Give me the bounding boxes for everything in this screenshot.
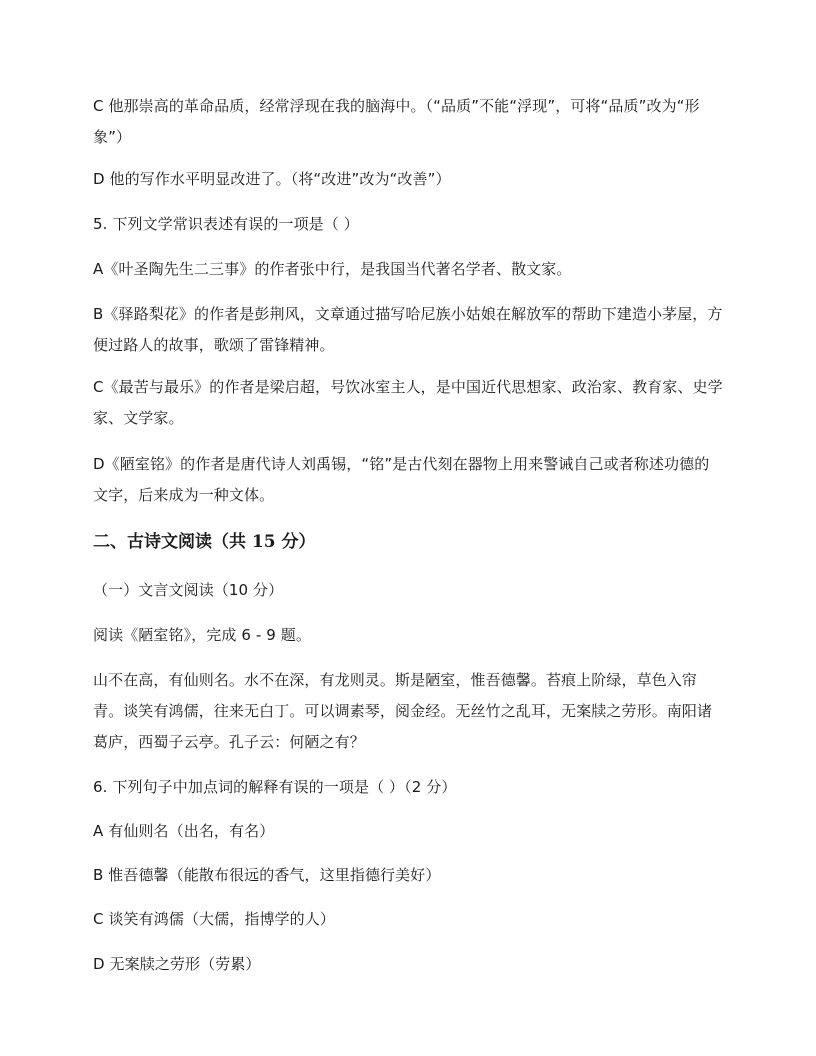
question-6-stem: 6. 下列句子中加点词的解释有误的一项是（ ）（2 分） <box>93 778 457 796</box>
classical-passage: 山不在高，有仙则名。水不在深，有龙则灵。斯是陋室，惟吾德馨。苔痕上阶绿，草色入帘青。谈笑有鸿儒，往来无白丁。可以调素琴，阅金经。无丝竹之乱耳，无案牍之劳形。南阳诸葛庐，西蜀子云亭。孔子云：何陋之有？ <box>93 671 713 751</box>
question-5-stem: 5. 下列文学常识表述有误的一项是（ ） <box>93 215 359 233</box>
question-6-option-c: C 谈笑有鸿儒（大儒，指博学的人） <box>93 910 335 928</box>
question-5-option-c: C《最苦与最乐》的作者是梁启超，号饮冰室主人，是中国近代思想家、政治家、教育家、史学家、文学家。 <box>93 378 723 427</box>
question-5-option-b: B《驿路梨花》的作者是彭荆风，文章通过描写哈尼族小姑娘在解放军的帮助下建造小茅屋，方便过路人的故事，歌颂了雷锋精神。 <box>93 305 723 354</box>
question-6-option-d: D 无案牍之劳形（劳累） <box>93 955 261 973</box>
subsection-heading: （一）文言文阅读（10 分） <box>93 581 284 599</box>
question-5-option-d: D《陋室铭》的作者是唐代诗人刘禹锡，“铭”是古代刻在器物上用来警诫自己或者称述功德的文字，后来成为一种文体。 <box>93 455 710 504</box>
option-c-paragraph: C 他那崇高的革命品质，经常浮现在我的脑海中。（“品质”不能“浮现”，可将“品质”改为“形象”） <box>93 97 700 146</box>
question-6-option-a: A 有仙则名（出名，有名） <box>93 822 275 840</box>
question-5-option-a: A《叶圣陶先生二三事》的作者张中行，是我国当代著名学者、散文家。 <box>93 260 572 278</box>
reading-instruction: 阅读《陋室铭》，完成 6 - 9 题。 <box>93 626 311 644</box>
option-d-paragraph: D 他的写作水平明显改进了。（将“改进”改为“改善”） <box>93 170 451 188</box>
section-heading: 二、古诗文阅读（共 15 分） <box>93 532 316 552</box>
question-6-option-b: B 惟吾德馨（能散布很远的香气，这里指德行美好） <box>93 866 441 884</box>
